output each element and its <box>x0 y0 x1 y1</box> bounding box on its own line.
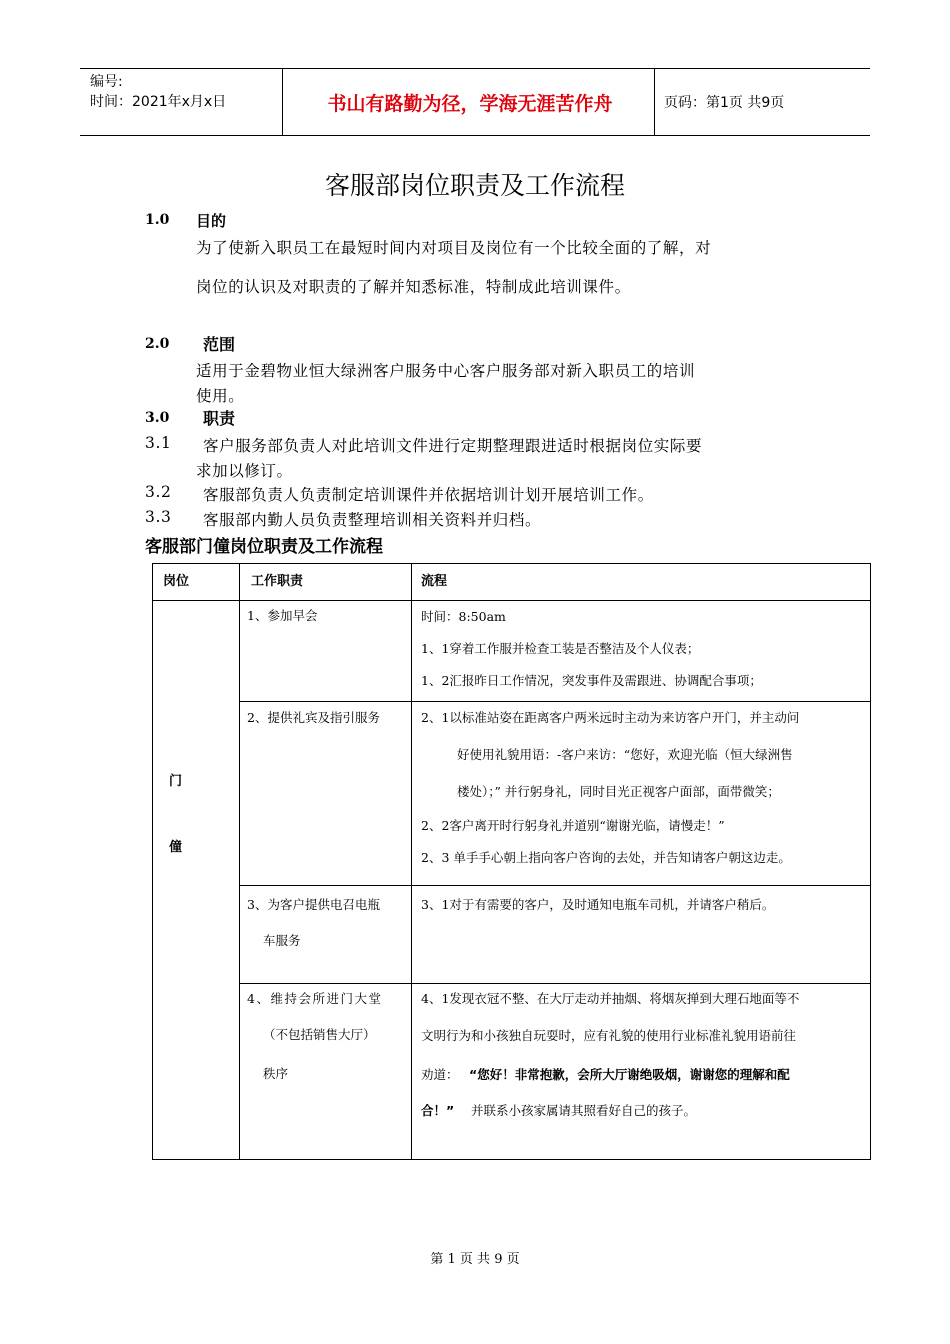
position-char-2: 僮 <box>169 840 183 855</box>
header-page-label: 页码：第1页 共9页 <box>664 95 785 111</box>
flow-2-line-4: 2、2客户离开时行躬身礼并道别“谢谢光临，请慢走！” <box>421 818 725 833</box>
header-divider-left <box>282 68 283 136</box>
row-2-rule <box>239 885 870 886</box>
flow-4-line-1: 4、1发现衣冠不整、在大厅走动并抽烟、将烟灰掸到大理石地面等不 <box>421 991 800 1006</box>
header-flow: 流程 <box>421 574 448 589</box>
duty-4-line-2: （不包括销售大厅） <box>263 1027 376 1042</box>
section-3-number: 3.0 <box>145 410 170 426</box>
flow-3-line-1: 3、1对于有需要的客户，及时通知电瓶车司机，并请客户稍后。 <box>421 897 775 912</box>
flow-2-line-2: 好使用礼貌用语：-客户来访：“您好，欢迎光临（恒大绿洲售 <box>457 747 793 762</box>
duty-2: 2、提供礼宾及指引服务 <box>247 710 380 725</box>
flow-2-line-3: 楼处）；” 并行躬身礼，同时目光正视客户面部，面带微笑； <box>457 784 780 799</box>
flow-2-line-5: 2、3 单手手心朝上指向客户咨询的去处，并告知请客户朝这边走。 <box>421 850 791 865</box>
section-2-line-2: 使用。 <box>196 387 245 405</box>
item-3-3-number: 3.3 <box>145 508 172 526</box>
row-1-rule <box>239 701 870 702</box>
section-2-heading: 范围 <box>203 335 236 354</box>
serial-label: 编号: <box>90 74 123 90</box>
flow-1-line-1: 时间：8:50am <box>421 609 506 624</box>
row-3-rule <box>239 983 870 984</box>
table-title: 客服部门僮岗位职责及工作流程 <box>145 537 383 557</box>
section-1-line-1: 为了使新入职员工在最短时间内对项目及岗位有一个比较全面的了解，对 <box>196 239 712 257</box>
page-header <box>80 68 870 136</box>
section-1-line-2: 岗位的认识及对职责的了解并知悉标准，特制成此培训课件。 <box>196 278 631 296</box>
document-title: 客服部岗位职责及工作流程 <box>324 171 625 200</box>
position-char-1: 门 <box>169 774 183 789</box>
flow-4-line-3a: 劝道： <box>421 1067 459 1082</box>
date-label: 时间：2021年x月x日 <box>90 94 227 110</box>
flow-1-line-2: 1、1穿着工作服并检查工装是否整洁及个人仪表； <box>421 641 700 656</box>
item-3-2-number: 3.2 <box>145 483 172 501</box>
duty-table <box>152 563 871 1160</box>
section-1-number: 1.0 <box>145 212 170 228</box>
header-duty: 工作职责 <box>251 574 304 589</box>
header-motto: 书山有路勤为径，学海无涯苦作舟 <box>327 92 613 115</box>
duty-1: 1、参加早会 <box>247 608 318 623</box>
item-3-2-line-1: 客服部负责人负责制定培训课件并依据培训计划开展培训工作。 <box>203 486 654 504</box>
item-3-1-line-1: 客户服务部负责人对此培训文件进行定期整理跟进适时根据岗位实际要 <box>203 437 703 455</box>
flow-4-quote-part-1: “您好！非常抱歉，会所大厅谢绝吸烟，谢谢您的理解和配 <box>469 1067 790 1082</box>
column-rule-1 <box>239 564 240 1159</box>
duty-4-line-3: 秩序 <box>263 1066 289 1081</box>
flow-1-line-3: 1、2汇报昨日工作情况，突发事件及需跟进、协调配合事项； <box>421 673 762 688</box>
item-3-1-line-2: 求加以修订。 <box>196 462 293 480</box>
item-3-1-number: 3.1 <box>145 434 172 452</box>
flow-4-line-4: 并联系小孩家属请其照看好自己的孩子。 <box>471 1103 697 1118</box>
page-footer: 第 1 页 共 9 页 <box>430 1252 520 1267</box>
section-2-line-1: 适用于金碧物业恒大绿洲客户服务中心客户服务部对新入职员工的培训 <box>196 362 696 380</box>
section-1-heading: 目的 <box>196 212 227 230</box>
duty-3-line-1: 3、为客户提供电召电瓶 <box>247 897 380 912</box>
header-meta <box>90 72 226 112</box>
column-rule-2 <box>411 564 412 1159</box>
section-3-heading: 职责 <box>203 409 236 428</box>
section-2-number: 2.0 <box>145 336 170 352</box>
header-position: 岗位 <box>163 574 190 589</box>
duty-3-line-2: 车服务 <box>263 933 301 948</box>
flow-4-line-2: 文明行为和小孩独自玩耍时，应有礼貌的使用行业标准礼貌用语前往 <box>421 1028 797 1043</box>
item-3-3-line-1: 客服部内勤人员负责整理培训相关资料并归档。 <box>203 511 542 529</box>
duty-4-line-1: 4、维持会所进门大堂 <box>247 991 383 1006</box>
header-row-rule <box>153 600 870 601</box>
flow-4-quote-part-2: 合！” <box>421 1103 455 1118</box>
flow-2-line-1: 2、1以标准站姿在距离客户两米远时主动为来访客户开门，并主动问 <box>421 710 800 725</box>
